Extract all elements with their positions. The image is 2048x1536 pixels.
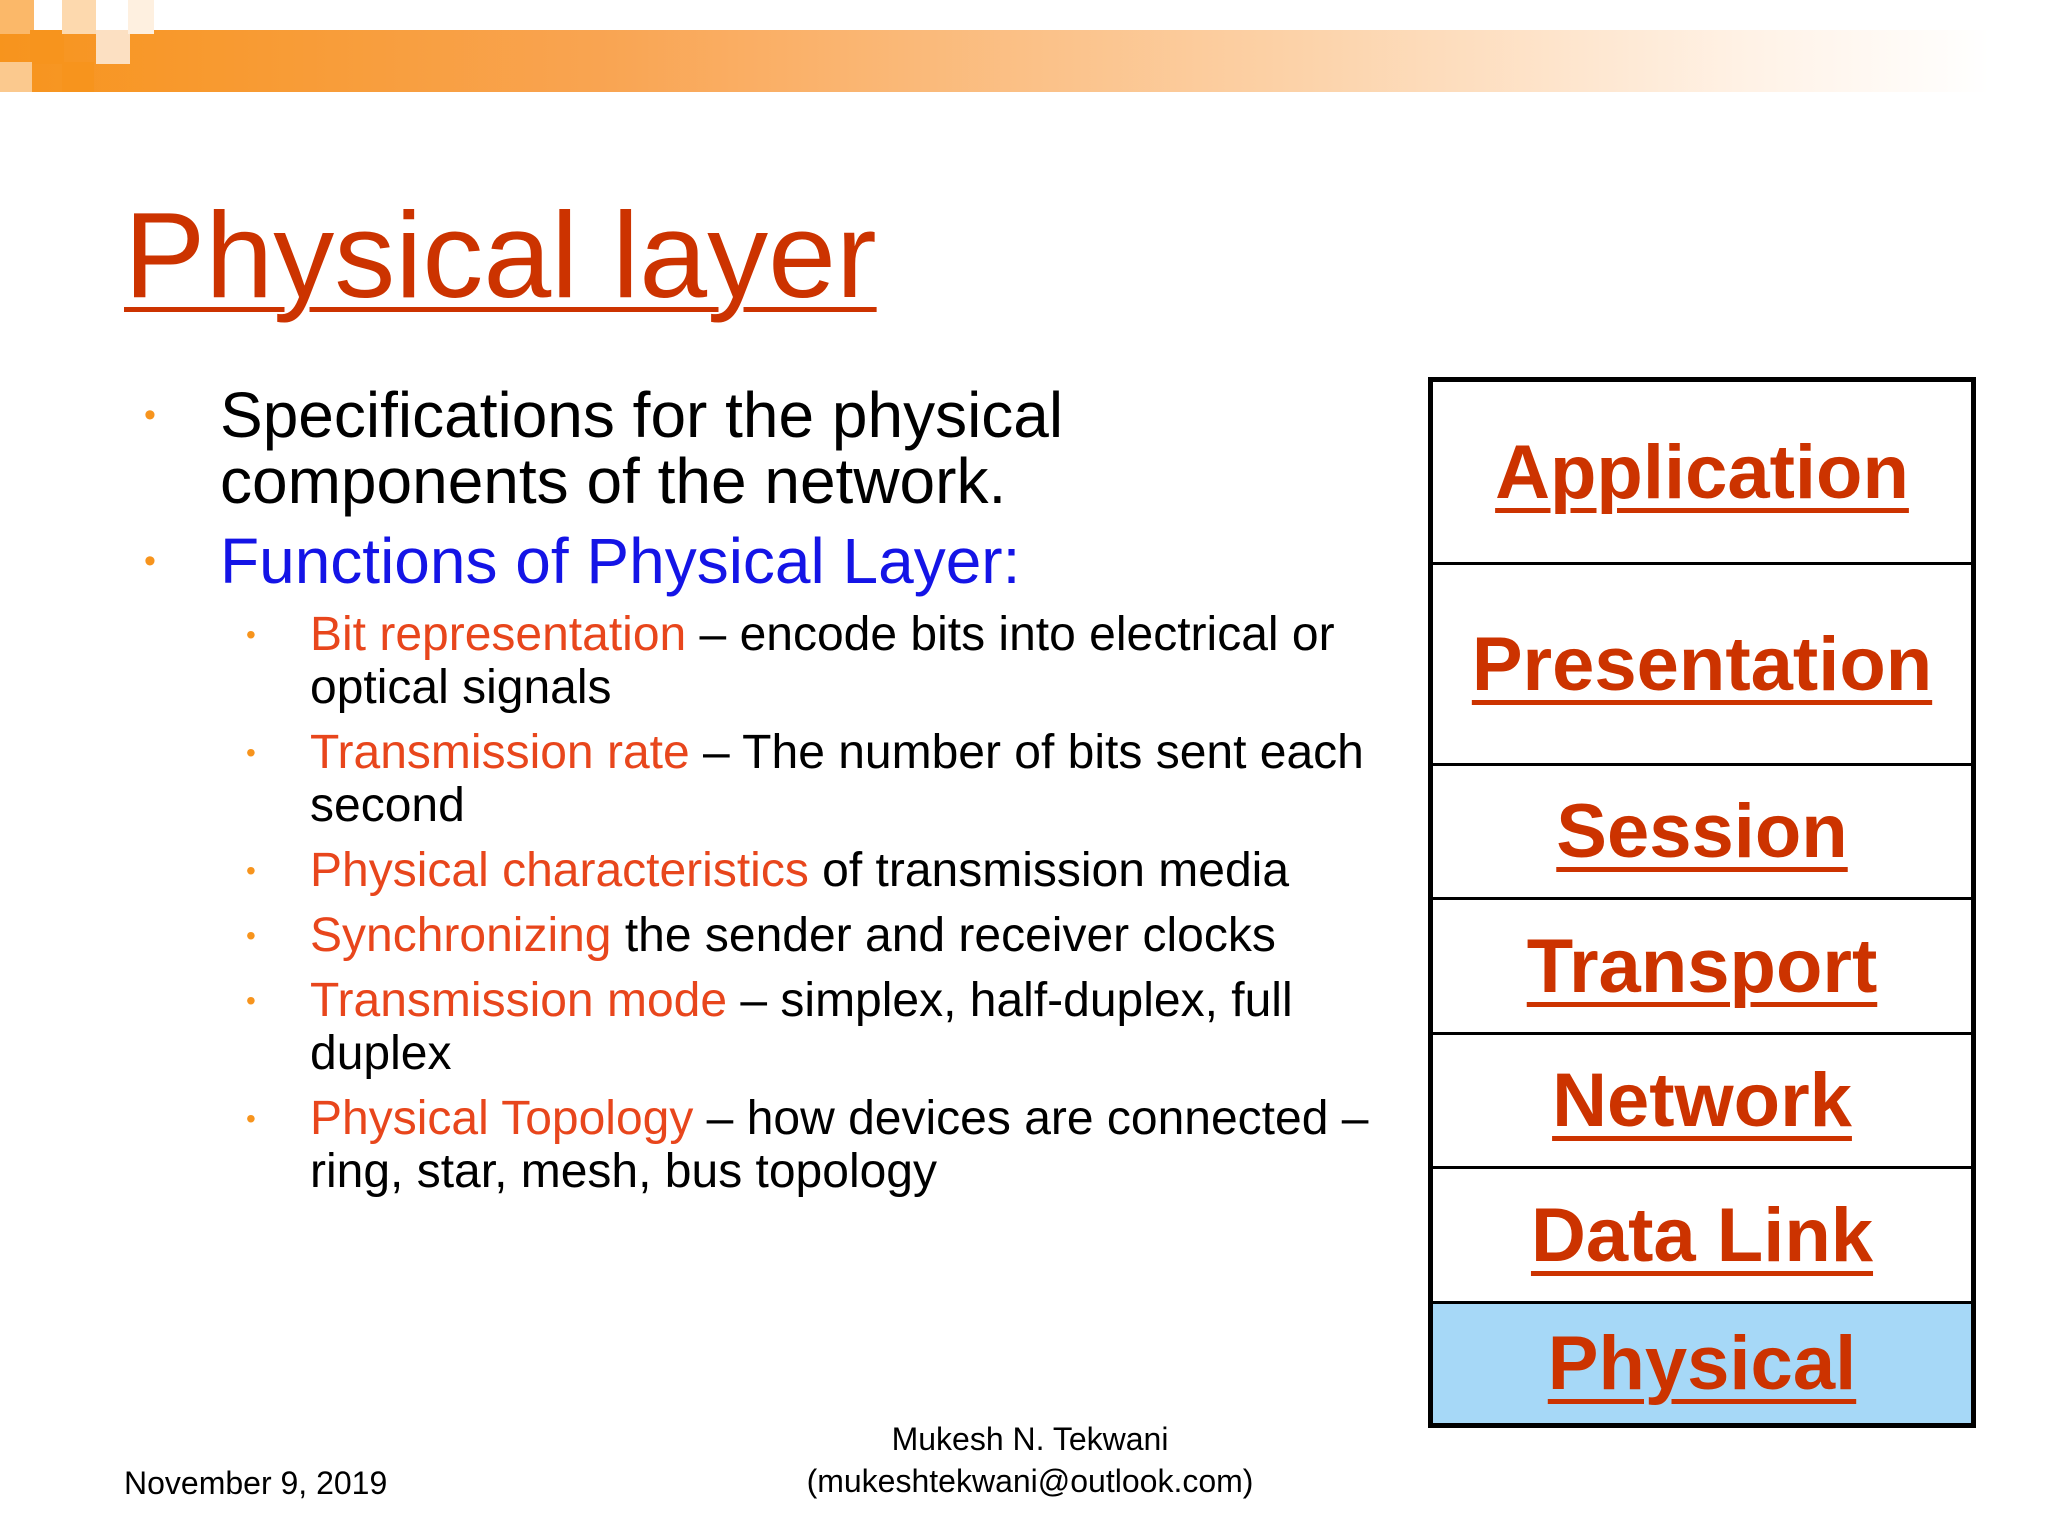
bullet-dot-icon: • <box>246 1103 256 1134</box>
osi-layer-label: Session <box>1556 789 1848 874</box>
function-term: Transmission mode <box>310 974 728 1027</box>
bullet-dot-icon: • <box>246 855 256 886</box>
decor-square <box>62 0 96 34</box>
osi-layer-physical <box>1433 1304 1971 1423</box>
footer-author-block <box>720 1418 1340 1502</box>
osi-layer-label: Presentation <box>1471 621 1933 707</box>
footer-author-name: Mukesh N. Tekwani <box>891 1421 1169 1457</box>
function-term: Physical Topology <box>310 1092 694 1145</box>
function-description: the sender and receiver clocks <box>611 909 1276 962</box>
osi-layer-stack <box>1428 377 1976 1428</box>
function-item <box>246 726 1370 832</box>
decor-square <box>0 62 32 92</box>
osi-layer-label: Application <box>1495 429 1909 515</box>
function-description: – simplex, half-duplex, full duplex <box>310 974 1293 1080</box>
slide-body <box>140 379 1370 1210</box>
bullet-item-functions-heading <box>140 525 1370 597</box>
decor-square <box>96 30 130 64</box>
function-description: – encode bits into electrical or optical signals <box>310 608 1335 714</box>
bullet-dot-icon: • <box>144 396 156 434</box>
osi-layer-data-link <box>1433 1169 1971 1304</box>
function-term: Synchronizing <box>310 909 612 962</box>
function-item <box>246 608 1370 714</box>
osi-layer-network <box>1433 1035 1971 1169</box>
functions-list <box>246 608 1370 1198</box>
osi-layer-session <box>1433 766 1971 900</box>
header-gradient-band <box>0 30 1990 92</box>
decor-square <box>62 62 94 92</box>
osi-layer-label: Data Link <box>1530 1192 1874 1278</box>
osi-layer-label: Network <box>1552 1058 1852 1143</box>
footer-date: November 9, 2019 <box>124 1465 388 1501</box>
bullet-dot-icon: • <box>246 737 256 768</box>
bullet-text: Functions of Physical Layer: <box>220 525 1021 597</box>
footer-author-email: (mukeshtekwani@outlook.com) <box>806 1463 1254 1499</box>
slide-title: Physical layer <box>124 187 877 323</box>
bullet-dot-icon: • <box>246 920 256 951</box>
bullet-text: Specifications for the physical components of the network. <box>220 379 1064 517</box>
function-description: of transmission media <box>808 844 1290 897</box>
function-term: Physical characteristics <box>310 844 809 897</box>
decor-square <box>30 30 64 64</box>
function-description: – The number of bits sent each second <box>310 726 1364 832</box>
osi-layer-presentation <box>1433 565 1971 766</box>
function-item <box>246 844 1370 897</box>
header-squares-decoration <box>0 0 160 124</box>
decor-square <box>128 0 154 34</box>
bullet-item <box>140 379 1370 517</box>
function-term: Bit representation <box>310 608 687 661</box>
function-description: – how devices are connected – ring, star, mesh, bus topology <box>310 1092 1369 1198</box>
bullet-dot-icon: • <box>246 985 256 1016</box>
decor-square <box>0 0 34 34</box>
function-item <box>246 974 1370 1080</box>
osi-layer-label: Transport <box>1526 923 1878 1009</box>
function-item <box>246 909 1370 962</box>
osi-layer-transport <box>1433 900 1971 1035</box>
function-term: Transmission rate <box>310 726 690 779</box>
bullet-dot-icon: • <box>246 619 256 650</box>
bullet-dot-icon: • <box>144 542 156 580</box>
osi-layer-label: Physical <box>1547 1321 1857 1406</box>
function-item <box>246 1092 1370 1198</box>
osi-layer-application <box>1433 382 1971 565</box>
